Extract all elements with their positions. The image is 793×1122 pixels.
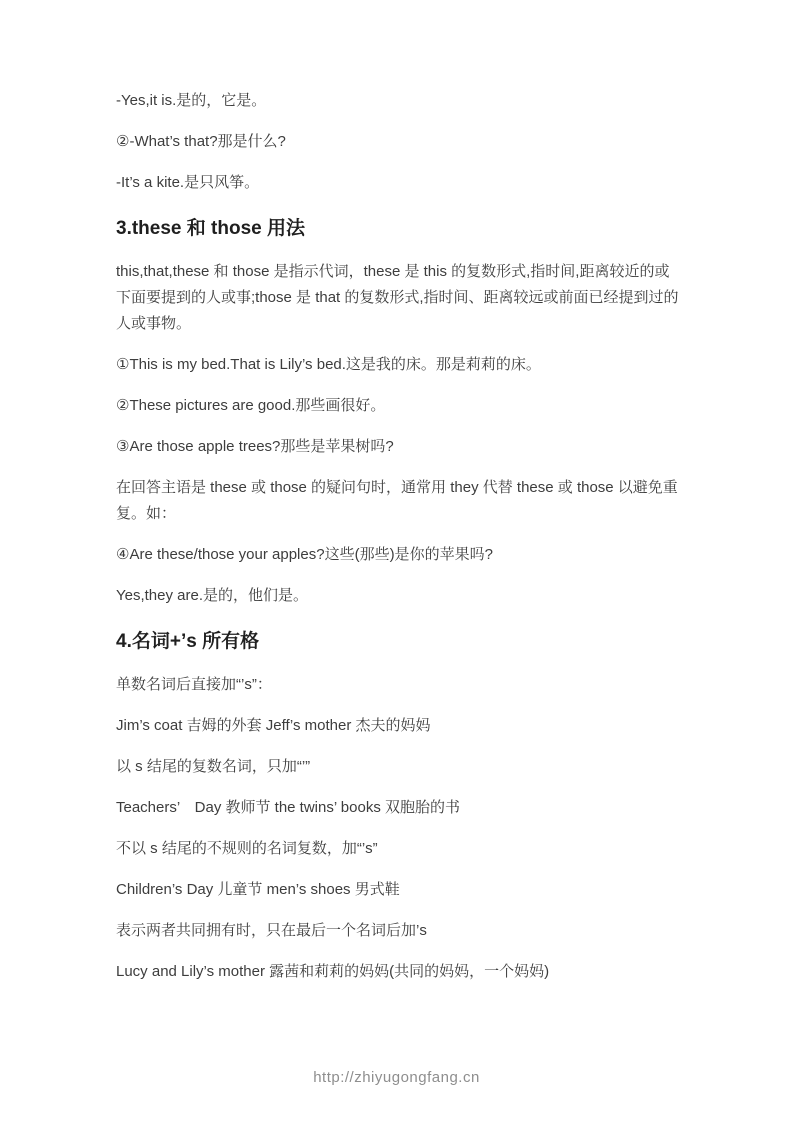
doc-line: Children’s Day 儿童节 men’s shoes 男式鞋: [116, 881, 400, 898]
doc-line: 单数名词后直接加“’s”：: [116, 676, 272, 693]
doc-line: ①This is my bed.That is Lily’s bed.这是我的床。那是莉莉的床。: [116, 356, 541, 373]
document-content: [116, 88, 682, 1000]
doc-line: ③Are those apple trees?那些是苹果树吗?: [116, 438, 394, 455]
doc-line: -Yes,it is.是的，它是。: [116, 92, 267, 109]
doc-line: Jim’s coat 吉姆的外套 Jeff’s mother 杰夫的妈妈: [116, 717, 431, 734]
doc-line: ④Are these/those your apples?这些(那些)是你的苹果吗?: [116, 546, 493, 563]
doc-line: Lucy and Lily’s mother 露茜和莉莉的妈妈(共同的妈妈，一个妈妈): [116, 963, 550, 980]
doc-line: -It’s a kite.是只风筝。: [116, 174, 260, 191]
doc-line: Teachers’ Day 教师节 the twins’ books 双胞胎的书: [116, 799, 460, 816]
doc-line: this,that,these 和 those 是指示代词，these 是 this 的复数形式,指时间,距离较近的或下面要提到的人或事;those 是 that 的复数形式,指时间、距离较远或前面已经提到过的人或事物。: [116, 263, 679, 332]
doc-line: Yes,they are.是的，他们是。: [116, 587, 309, 604]
section-heading: 4.名词+’s 所有格: [116, 631, 260, 652]
doc-line: 在回答主语是 these 或 those 的疑问句时，通常用 they 代替 these 或 those 以避免重复。如：: [116, 479, 678, 522]
doc-line: 以 s 结尾的复数名词，只加“’”: [116, 758, 311, 775]
doc-line: ②-What’s that?那是什么?: [116, 133, 286, 150]
doc-line: 表示两者共同拥有时，只在最后一个名词后加’s: [116, 922, 427, 939]
footer-url: http://zhiyugongfang.cn: [313, 1069, 480, 1086]
doc-line: 不以 s 结尾的不规则的名词复数，加“’s”: [116, 840, 378, 857]
doc-line: ②These pictures are good.那些画很好。: [116, 397, 386, 414]
section-heading: 3.these 和 those 用法: [116, 218, 305, 239]
